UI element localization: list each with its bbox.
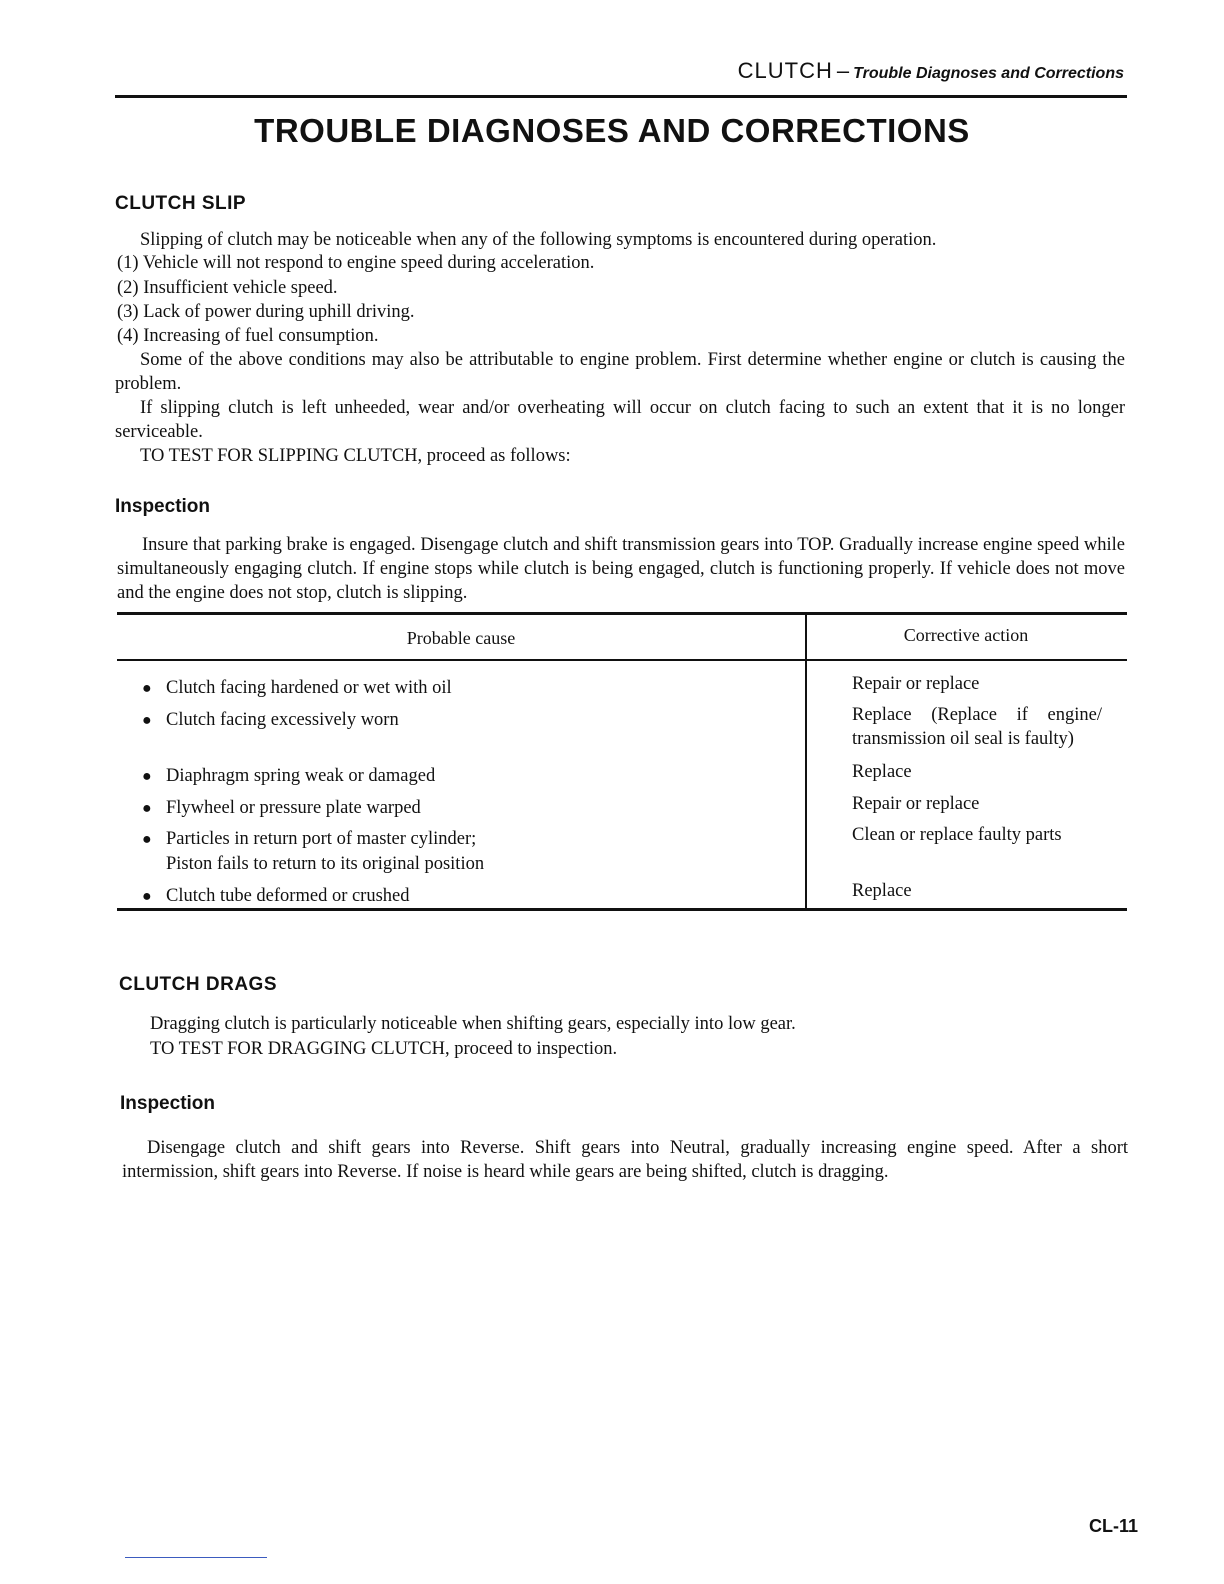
table-row-cause <box>142 796 421 821</box>
table-row-action: Repair or replace <box>852 794 980 814</box>
cause-text-continued: Piston fails to return to its original position <box>166 854 485 874</box>
slip-inspection-heading: Inspection <box>115 496 211 517</box>
table-header-rule <box>117 659 1127 661</box>
page-title: TROUBLE DIAGNOSES AND CORRECTIONS <box>254 112 970 149</box>
bullet-icon: ● <box>142 888 152 905</box>
table-row-cause <box>142 676 452 701</box>
table-top-rule <box>117 612 1127 615</box>
bullet-icon: ● <box>142 680 152 697</box>
table-column-divider <box>805 615 807 909</box>
drags-inspection-text: Disengage clutch and shift gears into Reverse. Shift gears into Neutral, gradually increasing engine speed. After a short intermission, shift gears into Reverse. If noise is heard while gears are being shifted, clutch is dragging. <box>122 1138 1128 1182</box>
clutch-slip-intro: Slipping of clutch may be noticeable when any of the following symptoms is encountered during operation. <box>140 230 937 250</box>
running-head <box>738 58 1124 84</box>
slip-inspection-text: Insure that parking brake is engaged. Disengage clutch and shift transmission gears into TOP. Gradually increase engine speed while simultaneously engaging clutch. If engine stops while clutch is being engaged, clutch is functioning properly. If vehicle does not move and the engine does not stop, clutch is slipping. <box>117 535 1125 603</box>
page-number: CL-11 <box>1088 1516 1138 1536</box>
bullet-icon: ● <box>142 712 152 729</box>
table-row-action: Replace <box>852 762 912 782</box>
symptom-item: (2) Insufficient vehicle speed. <box>117 278 338 298</box>
table-row-action: Repair or replace <box>852 674 980 694</box>
engine-problem-paragraph: Some of the above conditions may also be attributable to engine problem. First determine whether engine or clutch is causing the problem. <box>115 350 1125 394</box>
cause-text: Clutch tube deformed or crushed <box>166 886 410 906</box>
cause-text: Particles in return port of master cylinder; <box>166 829 477 849</box>
table-row-cause <box>142 827 484 876</box>
cause-text: Flywheel or pressure plate warped <box>166 798 421 818</box>
header-rule <box>115 95 1127 98</box>
table-row-cause <box>142 708 399 733</box>
table-row-action: Clean or replace faulty parts <box>852 825 1062 845</box>
cause-text: Diaphragm spring weak or damaged <box>166 766 436 786</box>
header-probable-cause: Probable cause <box>406 628 516 648</box>
table-row-action: Replace <box>852 881 912 901</box>
symptom-item: (1) Vehicle will not respond to engine speed during acceleration. <box>117 253 595 273</box>
cause-text: Clutch facing excessively worn <box>166 710 399 730</box>
clutch-drags-heading: CLUTCH DRAGS <box>119 974 277 995</box>
bullet-icon: ● <box>142 768 152 785</box>
header-corrective-action: Corrective action <box>903 625 1029 645</box>
footer-rule <box>125 1557 267 1558</box>
cause-text: Clutch facing hardened or wet with oil <box>166 678 452 698</box>
table-row-cause <box>142 884 410 909</box>
table-row-action: Replace (Replace if engine/ transmission oil seal is faulty) <box>852 705 1102 749</box>
unheeded-paragraph: If slipping clutch is left unheeded, wear and/or overheating will occur on clutch facing to such an extent that it is no longer serviceable. <box>115 398 1125 442</box>
symptom-item: (4) Increasing of fuel consumption. <box>117 326 379 346</box>
bullet-icon: ● <box>142 800 152 817</box>
bullet-icon: ● <box>142 831 152 848</box>
symptom-item: (3) Lack of power during uphill driving. <box>117 302 415 322</box>
test-slipping-paragraph: TO TEST FOR SLIPPING CLUTCH, proceed as follows: <box>140 446 571 466</box>
drags-line-2: TO TEST FOR DRAGGING CLUTCH, proceed to inspection. <box>150 1039 618 1059</box>
drags-line-1: Dragging clutch is particularly noticeable when shifting gears, especially into low gear. <box>150 1014 796 1034</box>
table-row-cause <box>142 764 435 789</box>
running-head-subtitle: Trouble Diagnoses and Corrections <box>853 65 1124 82</box>
running-head-section: CLUTCH <box>737 58 833 83</box>
running-head-dash: – <box>836 58 850 83</box>
drags-inspection-heading: Inspection <box>120 1093 216 1114</box>
clutch-slip-heading: CLUTCH SLIP <box>115 193 247 214</box>
